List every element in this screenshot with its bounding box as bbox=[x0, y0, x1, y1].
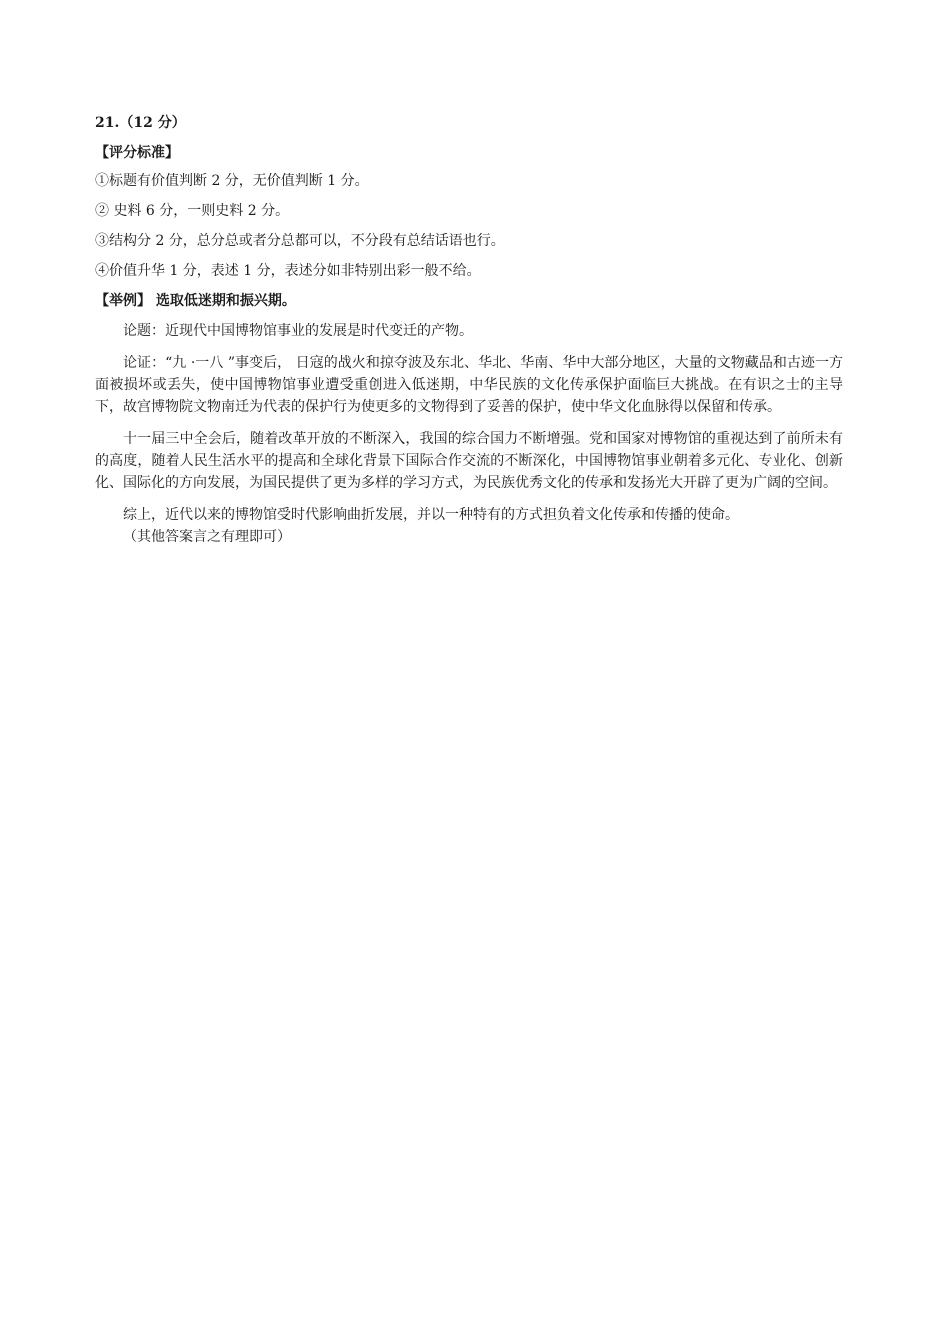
criteria-item-2: ② 史料 6 分，一则史料 2 分。 bbox=[95, 203, 290, 219]
question-header bbox=[95, 112, 843, 134]
argument-paragraph-2: 十一届三中全会后，随着改革开放的不断深入，我国的综合国力不断增强。党和国家对博物馆的重视达到了前所未有的高度，随着人民生活水平的提高和全球化背景下国际合作交流的不断深化，中国博物馆事业朝着多元化、专业化、创新化、国际化的方向发展，为国民提供了更为多样的学习方式，为民族优秀文化的传承和发扬光大开辟了更为广阔的空间。 bbox=[95, 431, 843, 491]
example-heading: 【举例】 bbox=[95, 293, 151, 309]
conclusion-paragraph: 综上，近代以来的博物馆受时代影响曲折发展，并以一种特有的方式担负着文化传承和传播的使命。 bbox=[123, 507, 739, 523]
argument-paragraph-1: 论证：“九 ·一八 ”事变后， 日寇的战火和掠夺波及东北、华北、华南、华中大部分地区，大量的文物藏品和古迹一方面被损坏或丢失，使中国博物馆事业遭受重创进入低迷期，中华民族的文化传承保护面临巨大挑战。在有识之士的主导下，故宫博物院文物南迁为代表的保护行为使更多的文物得到了妥善的保护，使中华文化血脉得以保留和传承。 bbox=[95, 355, 843, 415]
answer-note: （其他答案言之有理即可） bbox=[123, 529, 291, 545]
thesis-paragraph: 论题：近现代中国博物馆事业的发展是时代变迁的产物。 bbox=[123, 323, 473, 339]
criteria-heading: 【评分标准】 bbox=[95, 145, 179, 161]
answer-document bbox=[95, 112, 843, 548]
criteria-item-1: ①标题有价值判断 2 分，无价值判断 1 分。 bbox=[95, 173, 369, 189]
question-score: （12 分） bbox=[119, 115, 186, 131]
question-number: 21. bbox=[95, 115, 120, 131]
criteria-item-4: ④价值升华 1 分，表述 1 分，表述分如非特别出彩一般不给。 bbox=[95, 263, 481, 279]
example-subtitle: 选取低迷期和振兴期。 bbox=[155, 293, 296, 309]
criteria-item-3: ③结构分 2 分，总分总或者分总都可以，不分段有总结话语也行。 bbox=[95, 233, 505, 249]
example-header bbox=[95, 290, 843, 312]
